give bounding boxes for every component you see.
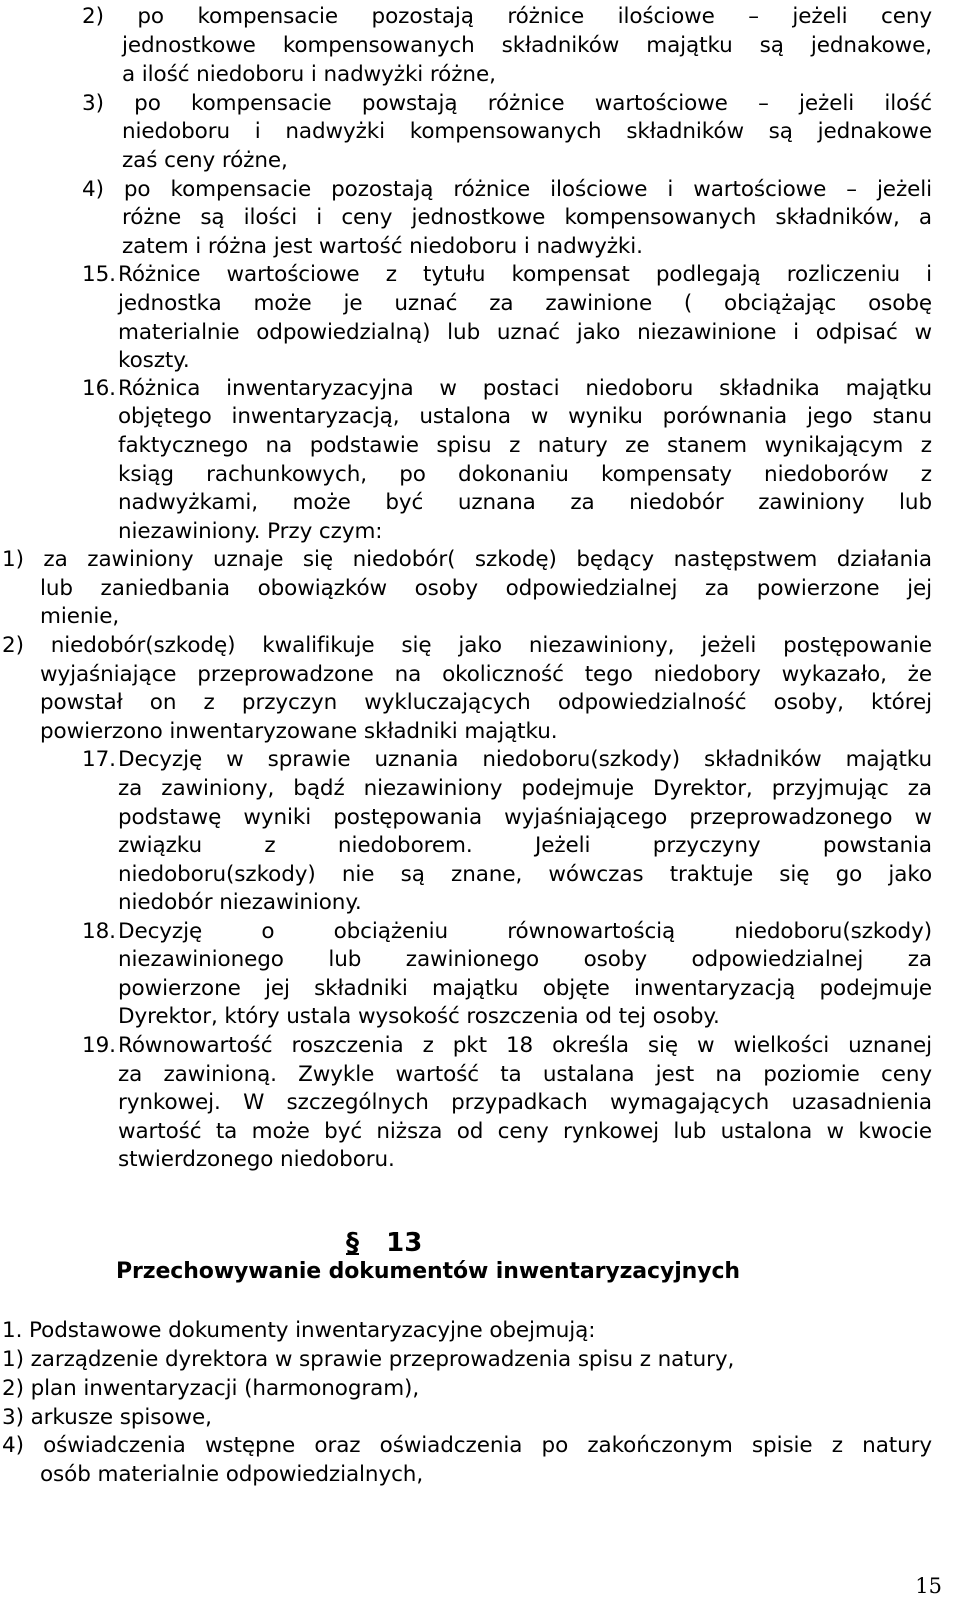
body-line: powierzone jej składniki majątku objęte inwentaryzacją podejmuje [118,976,932,1001]
body-line: 2) niedobór(szkodę) kwalifikuje się jako niezawiniony, jeżeli postępowanie [2,633,932,658]
body-line: Decyzję w sprawie uznania niedoboru(szkody) składników majątku [118,747,932,772]
body-line: różne są ilości i ceny jednostkowe kompensowanych składników, a [122,205,932,230]
body-line: objętego inwentaryzacją, ustalona w wyniku porównania jego stanu [118,404,932,429]
body-line: jednostka może je uznać za zawinione ( obciążając osobę [118,291,932,316]
body-line: 16. [82,376,116,401]
body-line: niedoboru(szkody) nie są znane, wówczas traktuje się go jako [118,862,932,887]
body-line: 2) po kompensacie pozostają różnice ilościowe – jeżeli ceny [82,4,932,29]
section-symbol: § [346,1228,359,1258]
body-line: 1) za zawiniony uznaje się niedobór( szkodę) będący następstwem działania [2,547,932,572]
body-line: a ilość niedoboru i nadwyżki różne, [122,62,496,87]
body-line: niedoboru i nadwyżki kompensowanych składników są jednakowe [122,119,932,144]
body-line: powstał on z przyczyn wykluczających odpowiedzialność osoby, której [40,690,932,715]
body-line: 3) po kompensacie powstają różnice wartościowe – jeżeli ilość [82,91,932,116]
list-line: 4) oświadczenia wstępne oraz oświadczenia po zakończonym spisie z natury [2,1433,932,1458]
body-line: materialnie odpowiedzialną) lub uznać jako niezawinione i odpisać w [118,320,932,345]
body-line: ksiąg rachunkowych, po dokonaniu kompensaty niedoborów z [118,462,932,487]
body-line: faktycznego na podstawie spisu z natury ze stanem wynikającym z [118,433,932,458]
body-line: zatem i różna jest wartość niedoboru i nadwyżki. [122,234,643,259]
body-line: za zawiniony, bądź niezawiniony podejmuje Dyrektor, przyjmując za [118,776,932,801]
body-line: nadwyżkami, może być uznana za niedobór zawiniony lub [118,490,932,515]
body-line: 18. [82,919,116,944]
body-line: niezawinionego lub zawinionego osoby odpowiedzialnej za [118,947,932,972]
list-line: 2) plan inwentaryzacji (harmonogram), [2,1376,420,1401]
body-line: jednostkowe kompensowanych składników majątku są jednakowe, [122,33,932,58]
list-line: 1. Podstawowe dokumenty inwentaryzacyjne obejmują: [2,1318,596,1343]
body-line: Równowartość roszczenia z pkt 18 określa się w wielkości uznanej [118,1033,932,1058]
body-line: niezawiniony. Przy czym: [118,519,383,544]
body-line: powierzono inwentaryzowane składniki majątku. [40,719,558,744]
body-line: Różnice wartościowe z tytułu kompensat podlegają rozliczeniu i [118,262,932,287]
body-line: związku z niedoborem. Jeżeli przyczyny powstania [118,833,932,858]
body-line: 4) po kompensacie pozostają różnice ilościowe i wartościowe – jeżeli [82,177,932,202]
body-line: 17. [82,747,116,772]
body-line: 15. [82,262,116,287]
section-mark [346,1228,422,1258]
body-line: Różnica inwentaryzacyjna w postaci niedoboru składnika majątku [118,376,932,401]
body-line: Dyrektor, który ustala wysokość roszczenia od tej osoby. [118,1004,720,1029]
body-line: Decyzję o obciążeniu równowartością niedoboru(szkody) [118,919,932,944]
body-line: wartość ta może być niższa od ceny rynkowej lub ustalona w kwocie [118,1119,932,1144]
list-line: 1) zarządzenie dyrektora w sprawie przeprowadzenia spisu z natury, [2,1347,735,1372]
body-line: koszty. [118,348,190,373]
section-number: 13 [386,1228,423,1258]
body-line: niedobór niezawiniony. [118,890,362,915]
body-line: stwierdzonego niedoboru. [118,1147,395,1172]
list-line: osób materialnie odpowiedzialnych, [40,1462,424,1487]
body-line: podstawę wyniki postępowania wyjaśniającego przeprowadzonego w [118,805,932,830]
section-heading: Przechowywanie dokumentów inwentaryzacyjnych [116,1259,740,1284]
list-line: 3) arkusze spisowe, [2,1405,212,1430]
body-line: wyjaśniające przeprowadzone na okoliczność tego niedobory wykazało, że [40,662,932,687]
body-line: lub zaniedbania obowiązków osoby odpowiedzialnej za powierzone jej [40,576,932,601]
body-line: za zawinioną. Zwykle wartość ta ustalana jest na poziomie ceny [118,1062,932,1087]
body-line: mienie, [40,604,120,629]
body-line: 19. [82,1033,116,1058]
page-number: 15 [915,1574,942,1598]
body-line: zaś ceny różne, [122,148,288,173]
body-line: rynkowej. W szczególnych przypadkach wymagających uzasadnienia [118,1090,932,1115]
